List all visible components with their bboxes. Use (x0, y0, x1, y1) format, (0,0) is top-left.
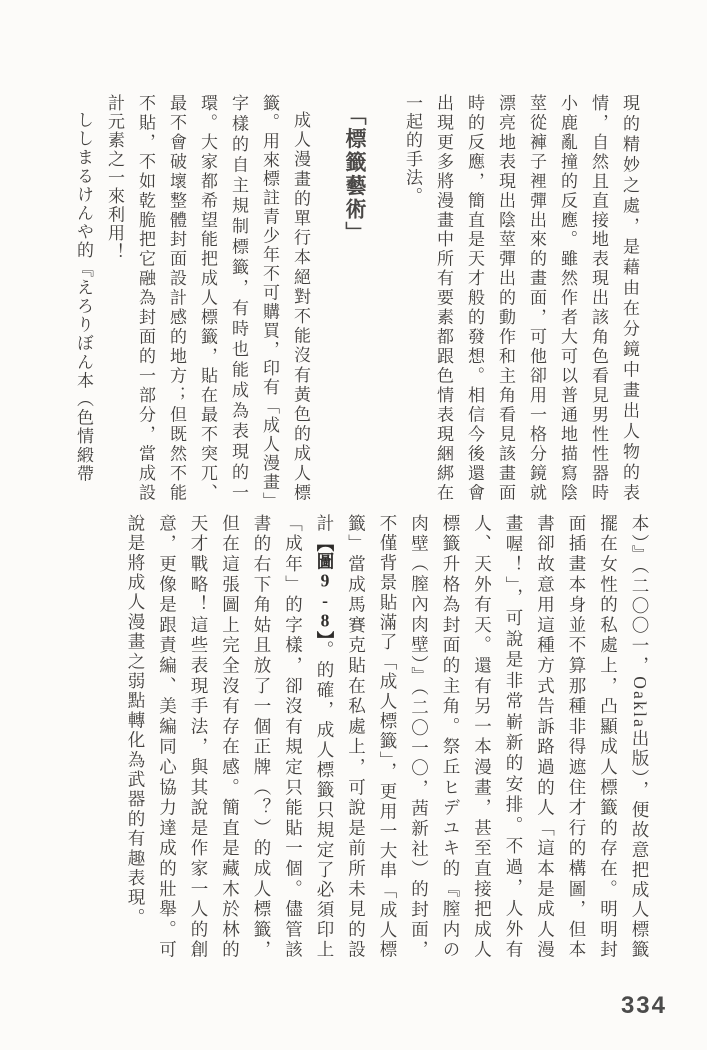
paragraph-text: 本）』（二〇〇一，Oakla出版），便故意把成人標籤擺在女性的私處上，凸顯成人標籤的存在。明明封面插畫本身並不算那種非得遮住才行的構圖，但本書卻故意用這種方式告訴路過的人「這本是成人漫畫喔！」，可說是非常嶄新的安排。不過，人外有人、天外有天。還有另一本漫畫，甚至直接把成人標籤升格為封面的主角。祭丘ヒデユキ的『膣内の肉壁（膣內肉壁）』（二〇一〇，茜新社）的封面，不僅背景貼滿了「成人標籤」，更用一大串「成人標籤」當成馬賽克貼在私處上，可說是前所未見的設計 (315, 514, 650, 960)
paragraph-text: 。的確，成人標籤只規定了必須印上「成年」的字樣，卻沒有規定只能貼一個。儘管該書的右下角姑且放了一個正牌（？）的成人標籤，但在這張圖上完全沒有存在感。簡直是藏木於林的天才戰略！這些表現手法，與其說是作家一人的創意，更像是跟責編、美編同心協力達成的壯舉。可說是將成人漫畫之弱點轉化為武器的有趣表現。 (126, 514, 335, 961)
page-number: 334 (620, 992, 667, 1019)
figure-reference-open-bracket: 【圖 (315, 534, 335, 571)
bottom-text-block (120, 514, 656, 960)
figure-reference-close-bracket: 】 (315, 630, 335, 641)
figure-reference (315, 534, 335, 640)
paragraph (120, 514, 656, 960)
section-heading: 「標籤藝術」 (343, 104, 367, 245)
top-text-block (68, 94, 645, 502)
paragraph: 成人漫畫的單行本絕對不能沒有黃色的成人標籤。用來標註青少年不可購買，印有「成人漫畫」字樣的自主規制標籤，有時也能成為表現的一環。大家都希望能把成人標籤，貼在最不突兀、最不會破壞整體封面設計感的地方；但既然不能不貼，不如乾脆把它融為封面的一部分，當成設計元素之一來利用！ (105, 94, 310, 502)
continuation-paragraph: 現的精妙之處，是藉由在分鏡中畫出人物的表情，自然且直接地表現出該角色看見男性性器時小鹿亂撞的反應。雖然作者大可以普通地描寫陰莖從褲子裡彈出來的畫面，可他卻用一格分鏡就漂亮地表現出陰莖彈出的動作和主角看見該畫面時的反應，簡直是天才般的發想。相信今後還會出現更多將漫畫中所有要素都跟色情表現綑綁在一起的手法。 (403, 94, 639, 502)
paragraph: ししまるけんや的『えろりぼん本（色情緞帶 (74, 111, 93, 483)
figure-reference-number: 9-8 (315, 570, 335, 631)
